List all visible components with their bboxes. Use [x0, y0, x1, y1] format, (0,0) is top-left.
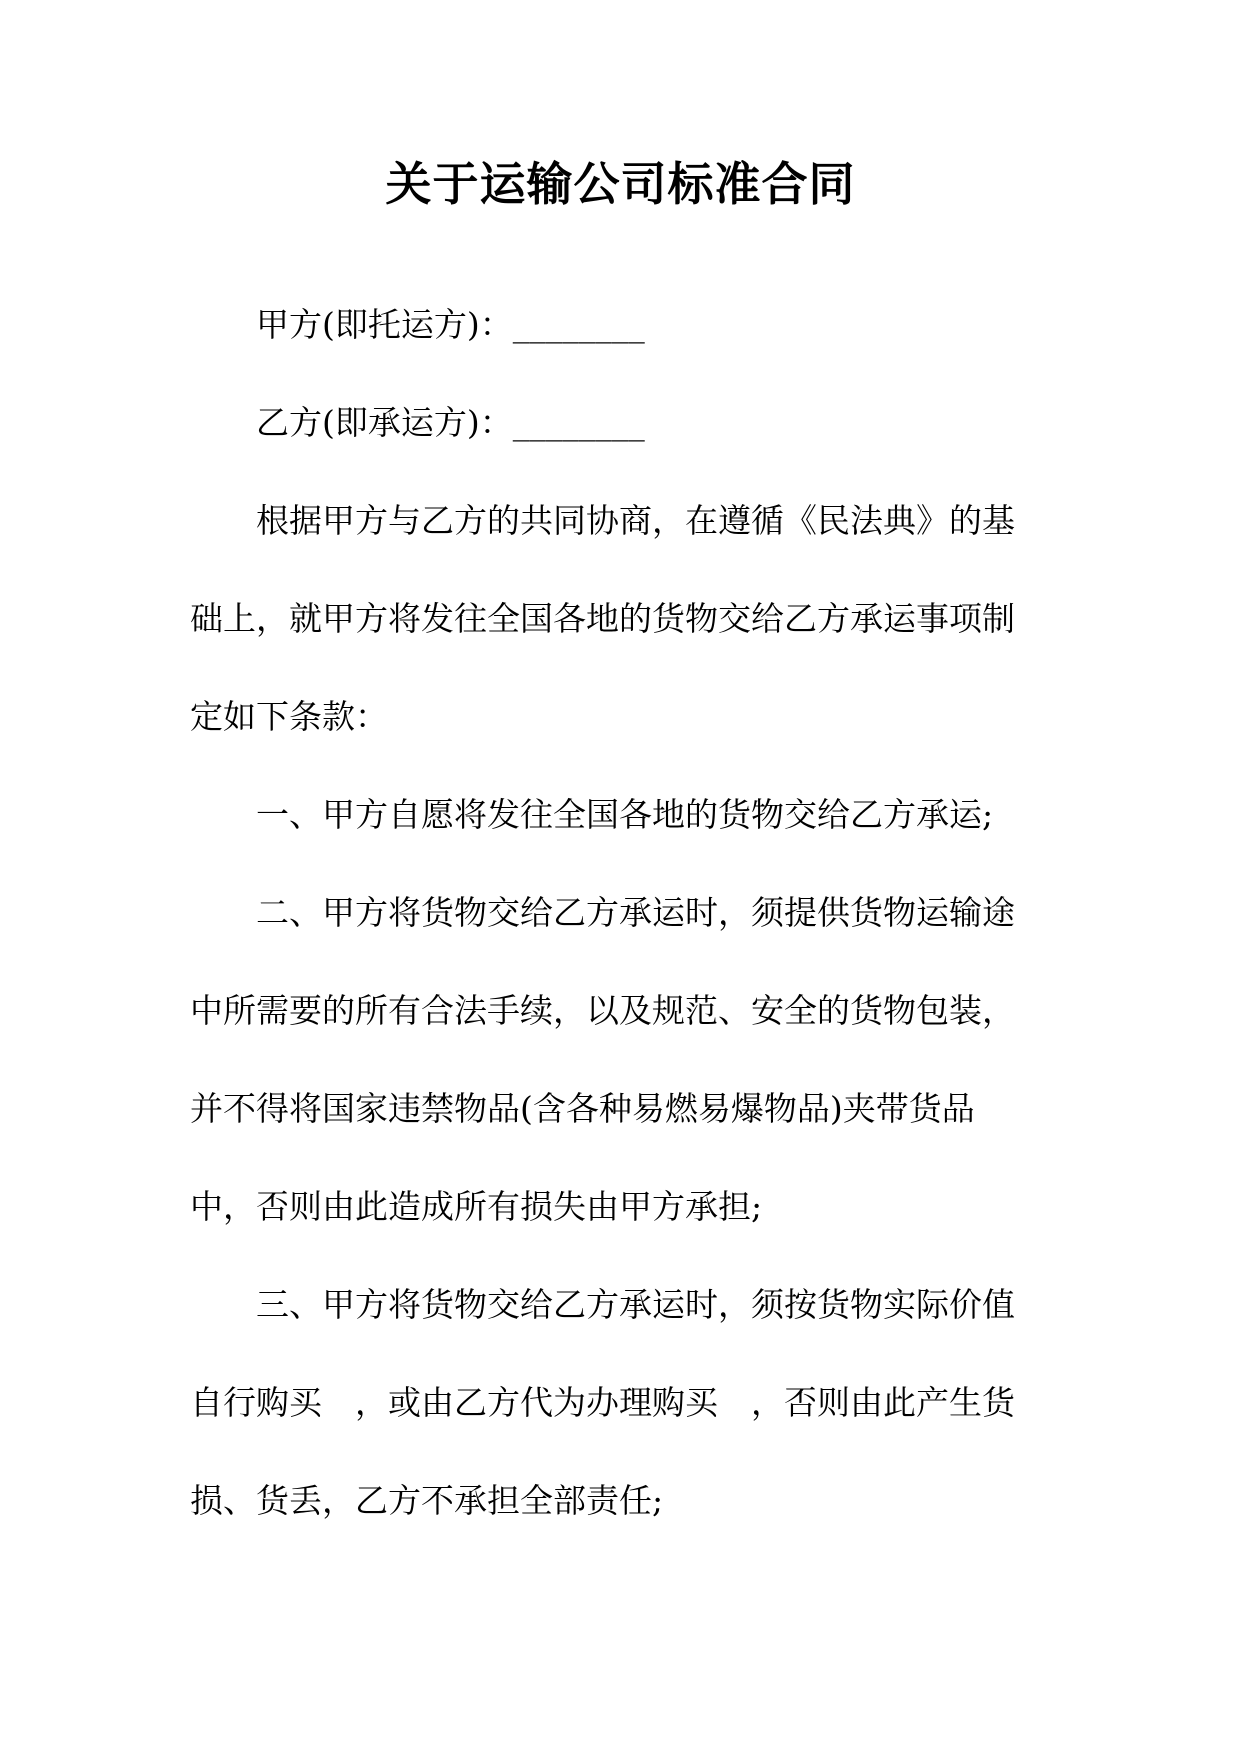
clause-2-line-4: 中，否则由此造成所有损失由甲方承担; — [190, 1187, 763, 1226]
preamble-line-2: 础上，就甲方将发往全国各地的货物交给乙方承运事项制 — [190, 599, 1015, 638]
clause-3-line-1: 三、甲方将货物交给乙方承运时，须按货物实际价值 — [256, 1285, 1015, 1324]
document-title: 关于运输公司标准合同 — [385, 157, 856, 211]
preamble-line-1: 根据甲方与乙方的共同协商，在遵循《民法典》的基 — [256, 501, 1015, 540]
clause-3-line-3: 损、货丢，乙方不承担全部责任; — [190, 1481, 664, 1520]
clause-2-line-2: 中所需要的所有合法手续，以及规范、安全的货物包装， — [190, 991, 1015, 1030]
party-a-line: 甲方(即托运方)：________ — [256, 305, 645, 344]
document-body — [190, 300, 1030, 1574]
clause-2-line-3: 并不得将国家违禁物品(含各种易燃易爆物品)夹带货品 — [190, 1089, 975, 1128]
clause-3-line-2: 自行购买 ，或由乙方代为办理购买 ，否则由此产生货 — [190, 1383, 1015, 1422]
clause-2-line-1: 二、甲方将货物交给乙方承运时，须提供货物运输途 — [256, 893, 1015, 932]
preamble-line-3: 定如下条款： — [190, 697, 388, 736]
party-b-line: 乙方(即承运方)：________ — [256, 403, 645, 442]
clause-1-line-1: 一、甲方自愿将发往全国各地的货物交给乙方承运; — [256, 795, 994, 834]
